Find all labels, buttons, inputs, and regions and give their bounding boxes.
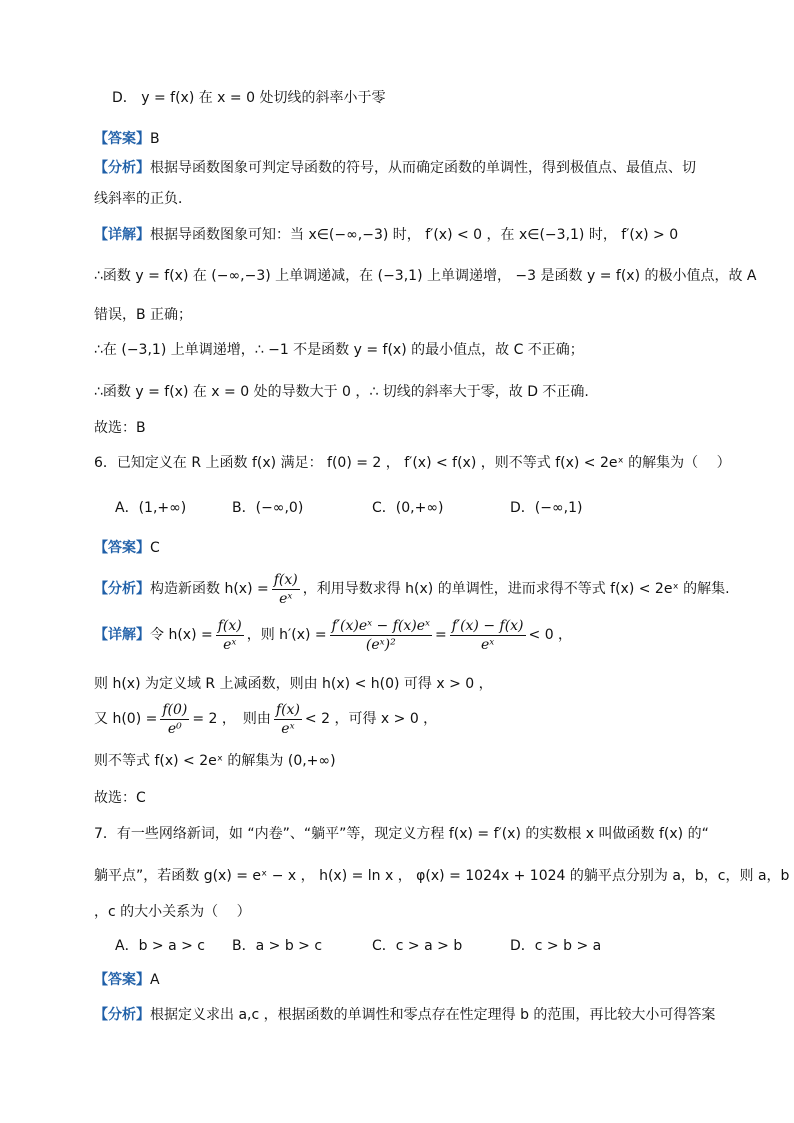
analysis-tag: 【分析】 [94,160,150,176]
fraction [450,617,526,654]
q6-answer [94,538,160,558]
denominator: eˣ [281,720,295,737]
q6-option-a: A．(1,+∞) [115,500,187,516]
fraction [330,617,432,654]
fraction [274,701,302,738]
fraction [160,701,189,738]
detail-mid: ，则 h′(x) = [246,627,327,643]
q7-option-a: A．b > a > c [115,938,206,954]
denominator: e⁰ [167,720,182,737]
q7-option-d: D．c > b > a [510,938,602,954]
answer-value: B [150,131,160,147]
denominator: eˣ [279,590,293,607]
detail-eq: = [434,627,447,643]
q7-stem-2: 躺平点”，若函数 g(x) = eˣ − x ， h(x) = ln x ， φ(x) = 1024x + 1024 的躺平点分别为 a，b，c，则 a，b [94,868,790,884]
detail-end: < 0 ， [528,627,573,643]
q6-line-3: 则不等式 f(x) < 2eˣ 的解集为 (0,+∞) [94,753,336,769]
q6-line-2 [94,698,437,740]
numerator: f(0) [162,701,188,718]
fraction [216,617,244,654]
numerator: f′(x)eˣ − f(x)eˣ [331,617,430,634]
analysis-text: 根据定义求出 a,c ，根据函数的单调性和零点存在性定理得 b 的范围，再比较大小可得答案 [150,1007,716,1023]
q5-detail-5: ∴函数 y = f(x) 在 x = 0 处的导数大于 0 ，∴ 切线的斜率大于零，故 D 不正确. [94,384,589,400]
analysis-text: 根据导函数图象可判定导函数的符号，从而确定函数的单调性，得到极值点、最值点、切 [150,160,696,176]
numerator: f(x) [273,571,298,588]
line2-mid: = 2 ， 则由 [192,711,271,727]
analysis-tag: 【分析】 [94,1007,150,1023]
q6-option-b: B．(−∞,0) [232,500,304,516]
q7-analysis [94,1005,715,1025]
q6-option-c: C．(0,+∞) [372,500,444,516]
q7-option-c: C．c > a > b [372,938,463,954]
q5-answer [94,129,160,149]
detail-text: 根据导函数图象可知：当 x∈(−∞,−3) 时， f′(x) < 0 ，在 x∈(−3,1) 时， f′(x) > 0 [150,227,679,243]
q6-choose: 故选：C [94,790,146,806]
answer-tag: 【答案】 [94,540,150,556]
denominator: eˣ [223,636,237,653]
q5-analysis-1 [94,158,696,178]
analysis-post: ，利用导数求得 h(x) 的单调性，进而求得不等式 f(x) < 2eˣ 的解集. [302,581,730,597]
line2-end: < 2 ，可得 x > 0 ， [304,711,438,727]
numerator: f′(x) − f(x) [451,617,524,634]
q5-analysis-2: 线斜率的正负． [94,191,192,207]
numerator: f(x) [275,701,300,718]
q7-answer [94,970,160,990]
q6-detail [94,612,572,658]
answer-tag: 【答案】 [94,131,150,147]
denominator: eˣ [480,636,495,653]
analysis-tag: 【分析】 [94,581,150,597]
numerator: f(x) [217,617,242,634]
q6-option-d: D．(−∞,1) [510,500,583,516]
answer-tag: 【答案】 [94,972,150,988]
q6-analysis [94,568,730,610]
denominator: (eˣ)² [365,636,396,653]
detail-tag: 【详解】 [94,627,150,643]
fraction [272,571,300,608]
detail-tag: 【详解】 [94,227,150,243]
q5-detail-2: ∴函数 y = f(x) 在 (−∞,−3) 上单调递减，在 (−3,1) 上单调递增， −3 是函数 y = f(x) 的极小值点，故 A [94,268,757,284]
answer-value: A [150,972,160,988]
q7-stem-3: ，c 的大小关系为（ ） [94,904,251,920]
analysis-pre: 构造新函数 h(x) = [150,581,269,597]
q6-stem: 6．已知定义在 R 上函数 f(x) 满足： f(0) = 2 ， f′(x) < f(x) ，则不等式 f(x) < 2eˣ 的解集为（ ） [94,455,731,471]
q5-detail-1 [94,225,678,245]
q7-option-b: B．a > b > c [232,938,323,954]
q5-option-d: D． y = f(x) 在 x = 0 处切线的斜率小于零 [112,90,386,106]
line2-pre: 又 h(0) = [94,711,158,727]
detail-pre: 令 h(x) = [150,627,213,643]
answer-value: C [150,540,160,556]
q5-detail-3: 错误，B 正确； [94,307,193,323]
q5-detail-4: ∴在 (−3,1) 上单调递增，∴ −1 不是函数 y = f(x) 的最小值点，故 C 不正确； [94,342,584,358]
q5-choose: 故选：B [94,420,146,436]
q7-stem-1: 7．有一些网络新词，如 “内卷”、“躺平”等，现定义方程 f(x) = f′(x) 的实数根 x 叫做函数 f(x) 的“ [94,826,709,842]
q6-line-1: 则 h(x) 为定义域 R 上减函数，则由 h(x) < h(0) 可得 x > 0 ， [94,676,493,692]
